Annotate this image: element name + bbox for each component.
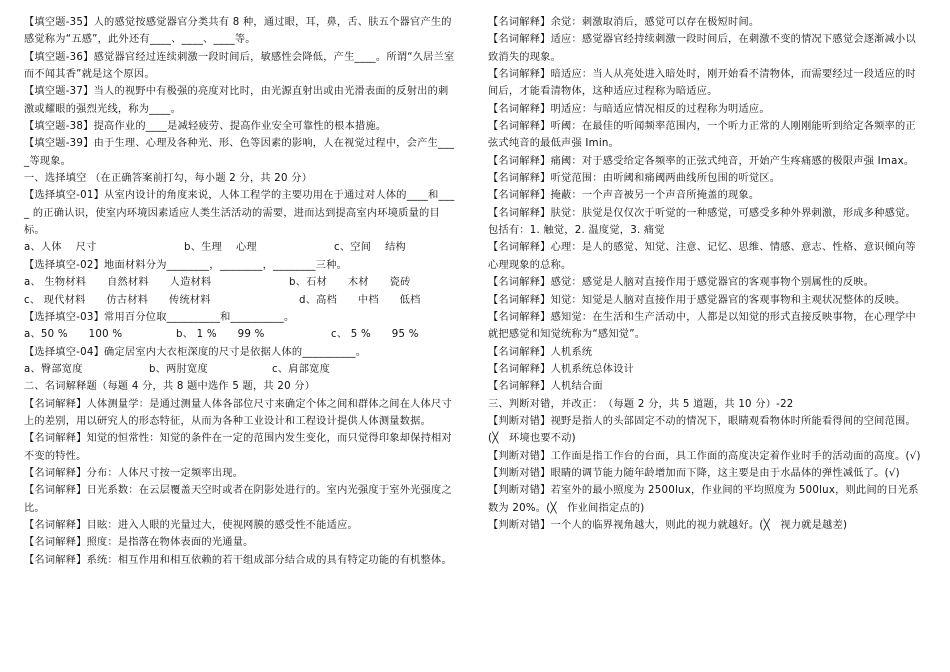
option-c: c、 5 % 95 % [331,329,419,341]
judge-visual-angle: 【判断对错】一个人的临界视角越大，则此的视力就越好。(╳ 视力就是越差) [488,519,848,531]
choice-question-01: 【选择填空-01】从室内设计的角度来说，人体工程学的主要功用在于通过对人体的____和____ 的正确认识，使室内环境因素适应人类生活活动的需要，进而达到提高室内环境质量的目标。 [24,190,455,237]
choice-01-options [24,239,458,256]
choice-question-04: 【选择填空-04】确定居室内大衣柜深度的尺寸是依据人体的__________。 [24,346,367,358]
term-skin-sense: 【名词解释】肤觉：肤觉是仅仅次于听觉的一种感觉，可感受多种外界刺激，形成多种感觉。包括有：1. 触觉，2. 温度觉，3. 痛觉 [488,207,916,237]
choice-02-options-ab [24,274,458,291]
term-perception: 【名词解释】知觉：知觉是人脑对直接作用于感觉器官的客观事物和主观状况整体的反映。 [488,294,906,306]
option-a: a、人体 尺寸 [24,242,97,254]
option-a: a、50 % 100 % [24,329,123,341]
term-daylight-factor: 【名词解释】日光系数：在云层覆盖天空时或者在阴影处进行的。室内光强度于室外光强度之比。 [24,485,452,514]
choice-03-options [24,326,458,343]
option-d: d、高档 中档 低档 [299,294,421,306]
term-sensation: 【名词解释】感觉：感觉是人脑对直接作用于感觉器官的客观事物个别属性的反映。 [488,277,875,289]
term-man-machine-system: 【名词解释】人机系统 [488,346,593,358]
option-b: b、 1 % 99 % [176,329,265,341]
term-adaptation: 【名词解释】适应：感觉器官经持续刺激一段时间后，在刺激不变的情况下感觉会逐渐减小以致消失的现象。 [488,34,916,63]
term-interface: 【名词解释】人机结合面 [488,381,603,393]
term-masking: 【名词解释】掩蔽：一个声音被另一个声音所掩盖的现象。 [488,190,760,202]
option-a: a、臀部宽度 [24,363,83,375]
option-a: a、 生物材料 自然材料 人造材料 [24,277,212,289]
section-heading-true-false: 三、判断对错，并改正： （每题 2 分，共 5 道题，共 10 分）-22 [488,398,794,410]
term-hearing-range: 【名词解释】听觉范围：由听阈和痛阈两曲线所包围的听觉区。 [488,173,781,185]
fill-blank-39: 【填空题-39】由于生理、心理及各种光、形、色等因素的影响，人在视觉过程中，会产生____等现象。 [24,138,455,167]
choice-02-options-cd [24,292,458,309]
option-b: b、石材 木材 瓷砖 [289,277,411,289]
section-heading-terms: 二、名词解释题（每题 4 分，共 8 题中选作 5 题，共 20 分） [24,381,316,393]
judge-daylight-factor: 【判断对错】若室外的最小照度为 2500lux，作业间的平均照度为 500lux，则此间的日光系数为 20%。(╳ 作业间指定点的) [488,485,919,514]
fill-blank-36: 【填空题-36】感觉器官经过连续刺激一段时间后，敏感性会降低，产生____。所谓“久居兰室而不闻其香”就是这个原因。 [24,51,455,81]
option-b: b、生理 心理 [184,242,257,254]
term-system-overall-design: 【名词解释】人机系统总体设计 [488,363,635,375]
term-sensory-perception: 【名词解释】感知觉：在生活和生产活动中，人都是以知觉的形式直接反映事物，在心理学中就把感觉和知觉统称为“感知觉”。 [488,311,916,341]
left-column [24,14,458,569]
judge-work-surface: 【判断对错】工作面是指工作台的台面，具工作面的高度决定着作业时手的活动面的高度。(√) [488,450,921,462]
term-illuminance: 【名词解释】照度：是指落在物体表面的光通量。 [24,537,254,549]
fill-blank-38: 【填空题-38】提高作业的____是减轻疲劳、提高作业安全可靠性的根本措施。 [24,121,387,133]
option-c: c、肩部宽度 [272,363,331,375]
judge-eye-adjustment: 【判断对错】眼睛的调节能力随年龄增加而下降，这主要是由于水晶体的弹性减低了。(√) [488,467,900,479]
section-heading-choice: 一、选择填空 （在正确答案前打勾，每小题 2 分，共 20 分） [24,173,313,185]
right-column [488,14,926,534]
choice-04-options [24,361,458,378]
term-light-adaptation: 【名词解释】明适应：与暗适应情况相反的过程称为明适应。 [488,103,770,115]
term-hearing-threshold: 【名词解释】听阈：在最佳的听闻频率范围内，一个听力正常的人刚刚能听到给定各频率的正弦式纯音的最低声强 Imin。 [488,121,916,150]
choice-question-03: 【选择填空-03】常用百分位取__________和__________。 [24,311,295,323]
option-b: b、两肘宽度 [149,363,208,375]
term-glare: 【名词解释】目眩：进入人眼的光量过大，使视网膜的感受性不能适应。 [24,519,358,531]
term-pain-threshold: 【名词解释】痛阈：对于感受给定各频率的正弦式纯音，开始产生疼痛感的极限声强 Imax。 [488,155,915,167]
option-c: c、空间 结构 [334,242,406,254]
term-dark-adaptation: 【名词解释】暗适应：当人从亮处进入暗处时，刚开始看不清物体，而需要经过一段适应的时间后，才能看清物体，这种适应过程称为暗适应。 [488,69,916,98]
term-afterimage: 【名词解释】余觉：刺激取消后，感觉可以存在极短时间。 [488,17,760,28]
term-distribution: 【名词解释】分布：人体尺寸按一定频率出现。 [24,467,244,479]
choice-question-02: 【选择填空-02】地面材料分为________，________，________三种。 [24,259,348,271]
term-anthropometry: 【名词解释】人体测量学：是通过测量人体各部位尺寸来确定个体之间和群体之间在人体尺寸上的差别，用以研究人的形态特征，从而为各种工业设计和工程设计提供人体测量数据。 [24,398,452,427]
term-perceptual-constancy: 【名词解释】知觉的恒常性：知觉的条件在一定的范围内发生变化，而只觉得印象却保持相对不变的特性。 [24,433,452,462]
term-psychology: 【名词解释】心理：是人的感觉、知觉、注意、记忆、思维、情感、意志、性格、意识倾向等心理现象的总称。 [488,242,916,271]
term-system: 【名词解释】系统：相互作用和相互依赖的若干组成部分结合成的具有特定功能的有机整体。 [24,554,452,566]
fill-blank-35: 【填空题-35】人的感觉按感觉器官分类共有 8 种，通过眼，耳，鼻，舌、肤五个器官产生的感觉称为“五感”，此外还有____、____、____等。 [24,17,452,46]
judge-visual-field: 【判断对错】视野是指人的头部固定不动的情况下，眼睛观看物体时所能看得间的空间范围。(╳ 环境也要不动) [488,415,916,445]
fill-blank-37: 【填空题-37】当人的视野中有极强的亮度对比时，由光源直射出或由光滑表面的反射出的刺激或耀眼的强烈光线，称为____。 [24,86,449,115]
option-c: c、 现代材料 仿古材料 传统材料 [24,294,211,306]
